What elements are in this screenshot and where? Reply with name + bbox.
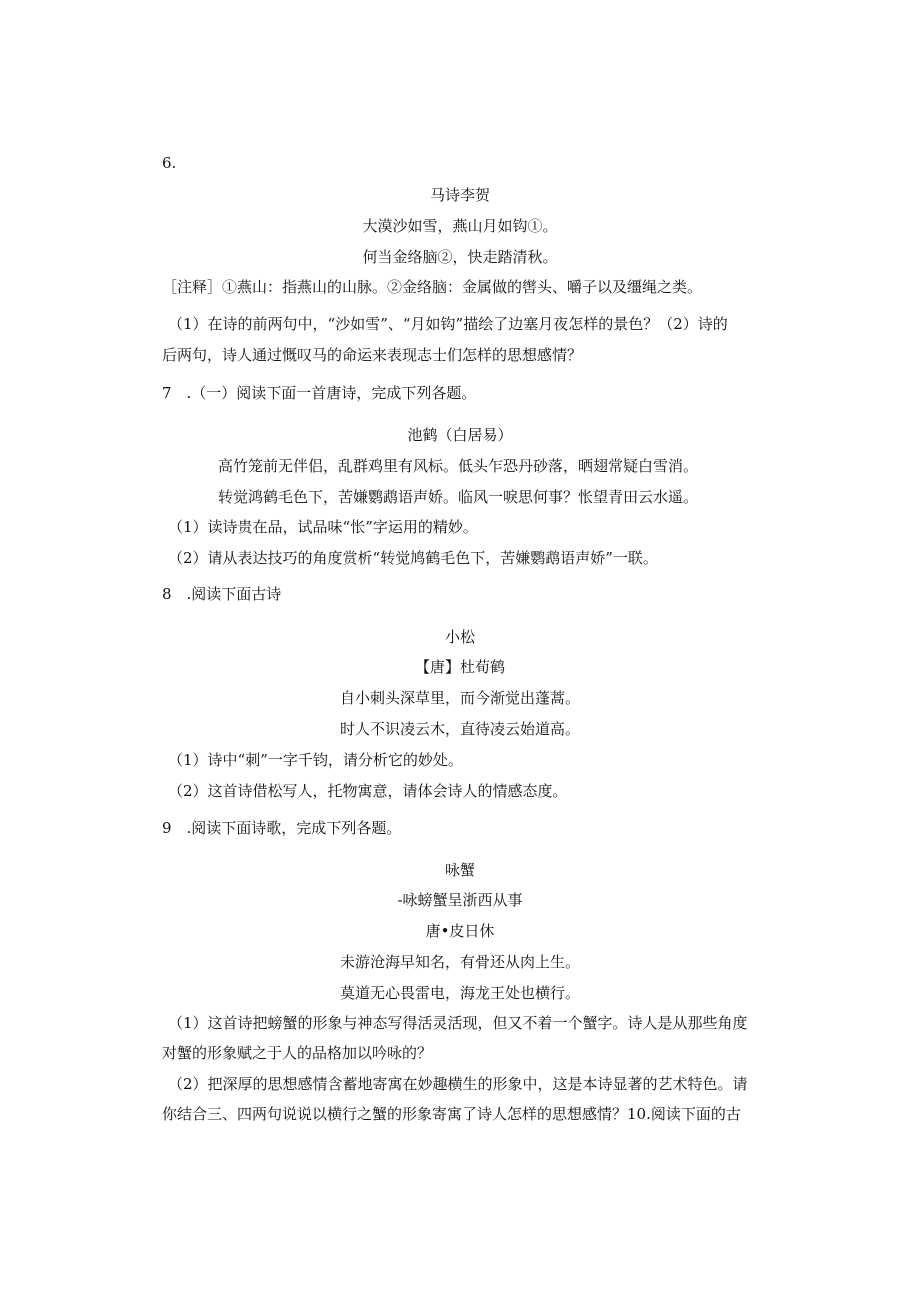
question-text: 你结合三、四两句说说以横行之蟹的形象寄寓了诗人怎样的思想感情？10.阅读下面的古 [162,1105,741,1123]
question-text: 后两句，诗人通过慨叹马的命运来表现志士们怎样的思想感情？ [162,346,583,364]
poem-subtitle: -咏螃蟹呈浙西从事 [397,891,523,909]
question-text: （1）读诗贵在品，试品味“怅”字运用的精妙。 [168,518,478,536]
poem-line: 何当金络脑②，快走踏清秋。 [362,248,558,266]
question-text: （2）这首诗借松写人，托物寓意，请体会诗人的情感态度。 [168,782,568,800]
poem-line: 未游沧海早知名，有骨还从肉上生。 [339,953,580,971]
poem-line: 时人不识凌云木，直待凌云始道高。 [339,720,580,738]
question-text: （1）诗中“刺”一字千钧，请分析它的妙处。 [168,751,463,769]
question-header: 9 .阅读下面诗歌，完成下列各题。 [162,819,402,837]
poem-line: 自小刺头深草里，而今渐觉出蓬蒿。 [339,689,580,707]
poem-title: 咏蟹 [444,861,475,879]
poem-author: 【唐】杜荀鹤 [414,658,505,676]
poem-title: 池鹤（白居易） [407,426,513,444]
poem-title: 马诗李贺 [429,186,490,204]
poem-line: 大漠沙如雪，燕山月如钩①。 [362,217,558,235]
question-text: （1）这首诗把螃蟹的形象与神态写得活灵活现，但又不着一个蟹字。诗人是从那些角度 [168,1014,748,1032]
question-header: 8 .阅读下面古诗 [162,585,282,603]
question-text: （2）把深厚的思想感情含蓄地寄寓在妙趣横生的形象中，这是本诗显著的艺术特色。请 [168,1075,748,1093]
annotation-note: ［注释］①燕山：指燕山的山脉。②金络脑：金属做的辔头、嚼子以及缰绳之类。 [162,278,703,296]
poem-line: 莫道无心畏雷电，海龙王处也横行。 [339,984,580,1002]
poem-line: 转觉鸿鹤毛色下，苦嫌鹦鹉语声娇。临风一唳思何事？怅望青田云水遥。 [218,488,699,506]
poem-line: 高竹笼前无伴侣，乱群鸡里有风标。低头乍恐丹砂落，晒翅常疑白雪消。 [218,457,699,475]
question-text: 对蟹的形象赋之于人的品格加以吟咏的？ [162,1044,433,1062]
poem-author: 唐•皮日休 [425,922,495,940]
question-header: 7 .（一）阅读下面一首唐诗，完成下列各题。 [162,384,477,402]
question-number: 6. [162,154,177,172]
question-text: （1）在诗的前两句中，“沙如雪”、“月如钩”描绘了边塞月夜怎样的景色？（2）诗的 [168,315,728,333]
question-text: （2）请从表达技巧的角度赏析“转觉鸠鹤毛色下，苦嫌鹦鹉语声娇”一联。 [168,549,658,567]
poem-title: 小松 [444,628,475,646]
